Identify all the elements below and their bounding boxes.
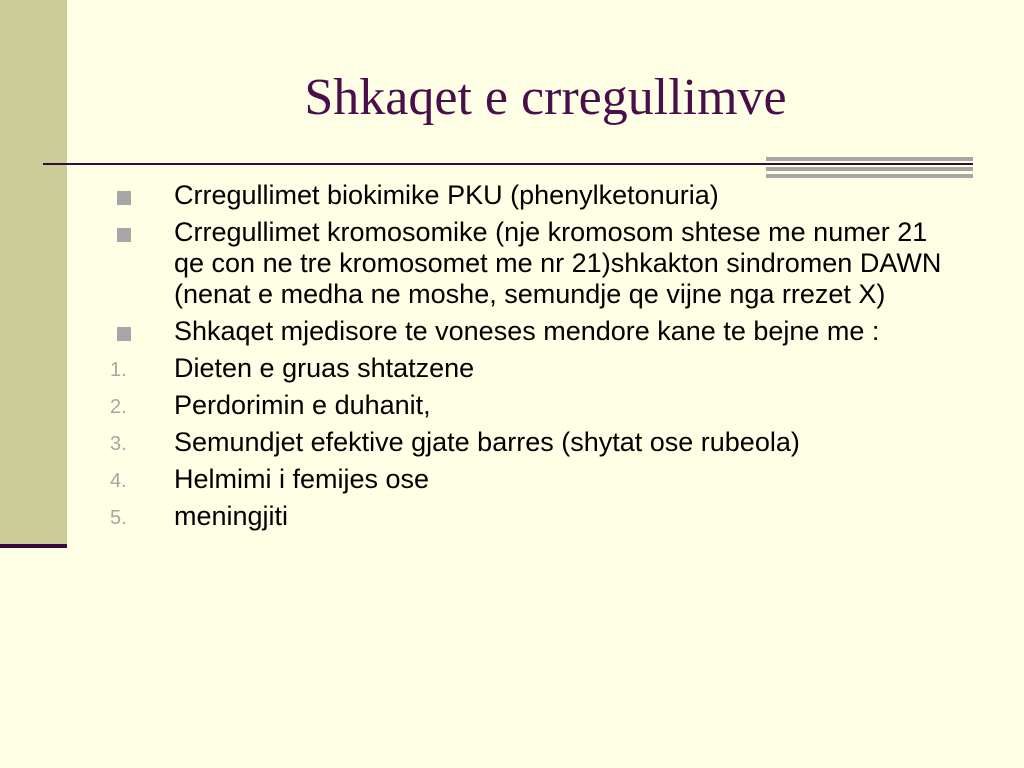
- bullet-text: Crregullimet biokimike PKU (phenylketonuria): [174, 180, 719, 210]
- left-band-underline: [0, 544, 67, 548]
- bullet-text: Crregullimet kromosomike (nje kromosom shtese me numer 21 qe con ne tre kromosomet me nr 21)shkakton sindromen DAWN (nenat e medha ne moshe, semundje qe vijne nga rrezet X): [174, 217, 942, 309]
- left-decorative-band: [0, 0, 67, 544]
- square-bullet-icon: [117, 228, 131, 242]
- title-divider: [43, 163, 973, 165]
- square-bullet-icon: [117, 191, 131, 205]
- list-number: 5.: [110, 507, 127, 529]
- slide-content-list: [110, 180, 960, 538]
- bullet-item: [110, 217, 960, 310]
- square-bullet-icon: [117, 327, 131, 341]
- accent-bar-bottom: [766, 174, 973, 178]
- list-number: 2.: [110, 396, 127, 418]
- bullet-item: [110, 316, 960, 347]
- numbered-item: [110, 390, 960, 421]
- bullet-text: Shkaqet mjedisore te voneses mendore kane te bejne me :: [174, 316, 880, 346]
- numbered-item: [110, 464, 960, 495]
- numbered-text: meningjiti: [174, 501, 289, 531]
- numbered-text: Helmimi i femijes ose: [174, 464, 430, 494]
- numbered-item: [110, 427, 960, 458]
- bullet-item: [110, 180, 960, 211]
- list-number: 4.: [110, 470, 127, 492]
- numbered-item: [110, 501, 960, 532]
- slide-title: Shkaqet e crregullimve: [304, 69, 787, 126]
- numbered-text: Dieten e gruas shtatzene: [174, 353, 475, 383]
- accent-bar-top: [766, 157, 973, 161]
- list-number: 1.: [110, 359, 127, 381]
- list-number: 3.: [110, 433, 127, 455]
- numbered-text: Semundjet efektive gjate barres (shytat ose rubeola): [174, 427, 800, 457]
- accent-bar-middle: [766, 167, 973, 171]
- numbered-text: Perdorimin e duhanit,: [174, 390, 431, 420]
- numbered-item: [110, 353, 960, 384]
